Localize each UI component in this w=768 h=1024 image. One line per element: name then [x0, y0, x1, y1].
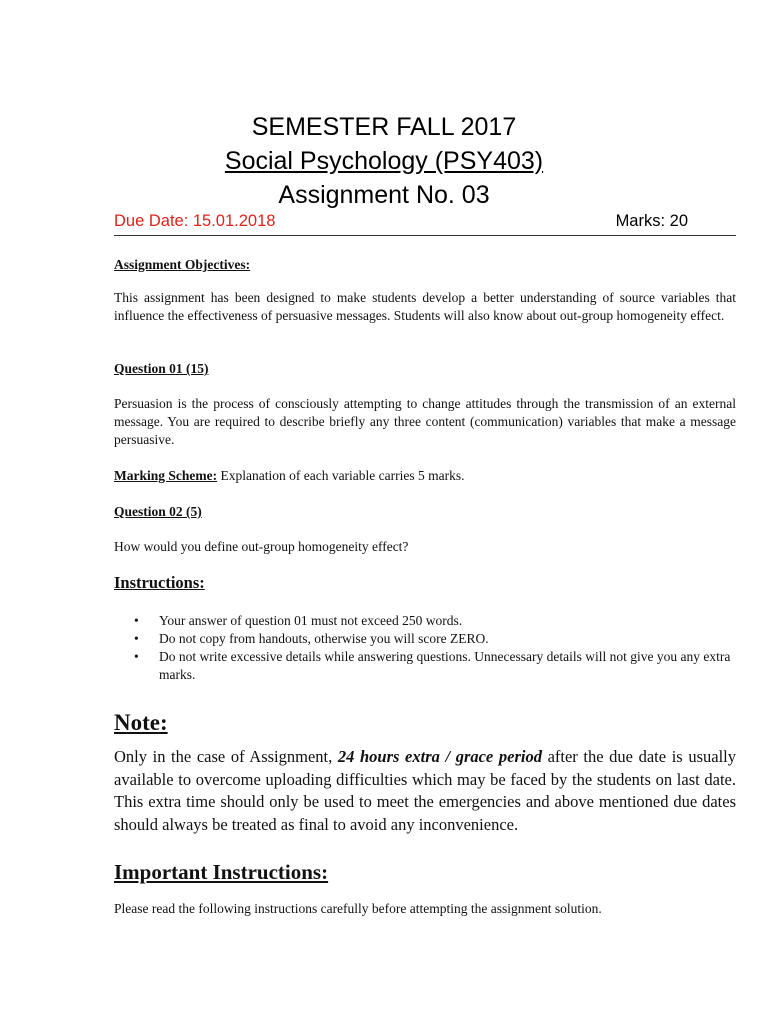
question2-text: How would you define out-group homogeneity effect?	[114, 539, 409, 554]
list-item-text: Do not copy from handouts, otherwise you will score ZERO.	[159, 631, 489, 646]
note-text-post: after the due date is usually available to overcome uploading difficulties which may be faced by the students on last date. This extra time should only be used to meet the emergencies and above mentioned due dates should always be treated as final to avoid any inconvenience.	[114, 747, 736, 834]
assignment-title: Assignment No. 03	[278, 181, 490, 209]
marking-scheme	[114, 467, 736, 485]
due-date: Due Date: 15.01.2018	[114, 212, 276, 230]
total-marks: Marks: 20	[615, 212, 688, 230]
instructions-heading: Instructions:	[114, 573, 205, 592]
question1-text: Persuasion is the process of consciously attempting to change attitudes through the transmission of an external message. You are required to describe briefly any three content (communication) variables that make a message persuasive.	[114, 396, 736, 447]
list-item-text: Your answer of question 01 must not exceed 250 words.	[159, 613, 463, 628]
note-text-pre: Only in the case of Assignment,	[114, 747, 338, 766]
marking-scheme-label: Marking Scheme:	[114, 468, 218, 483]
note-text	[114, 746, 736, 836]
objectives-text: This assignment has been designed to make students develop a better understanding of source variables that influence the effectiveness of persuasive messages. Students will also know about out-group homogeneity effect.	[114, 290, 736, 323]
objectives-heading: Assignment Objectives:	[114, 257, 251, 272]
marking-scheme-text: Explanation of each variable carries 5 marks.	[217, 468, 465, 483]
important-instructions-heading: Important Instructions:	[114, 860, 329, 884]
bullet-icon: •	[134, 631, 139, 646]
important-instructions-text: Please read the following instructions carefully before attempting the assignment solution.	[114, 901, 602, 916]
question2-heading: Question 02 (5)	[114, 504, 202, 519]
note-heading: Note:	[114, 710, 168, 735]
bullet-icon: •	[134, 613, 139, 628]
course-title: Social Psychology (PSY403)	[224, 147, 544, 175]
list-item	[114, 612, 736, 630]
grace-period-emphasis: 24 hours extra / grace period	[337, 747, 542, 766]
question1-heading: Question 01 (15)	[114, 361, 209, 376]
semester-title: SEMESTER FALL 2017	[251, 113, 517, 141]
list-item-text: Do not write excessive details while answering questions. Unnecessary details will not give you any extra marks.	[159, 649, 731, 682]
list-item	[114, 648, 736, 684]
bullet-icon: •	[134, 649, 139, 664]
instructions-list	[114, 612, 736, 684]
due-date-row	[114, 212, 736, 236]
list-item	[114, 630, 736, 648]
